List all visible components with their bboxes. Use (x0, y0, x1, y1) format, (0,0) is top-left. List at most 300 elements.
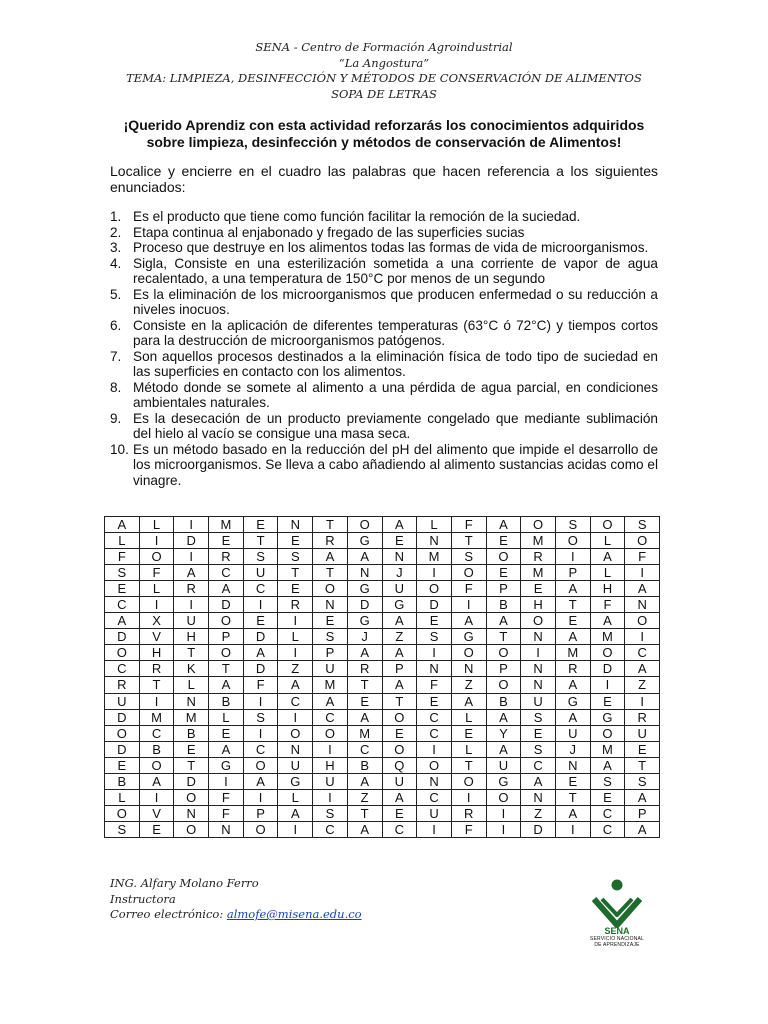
grid-cell[interactable]: Z (382, 629, 417, 645)
grid-cell[interactable]: C (590, 805, 625, 821)
grid-cell[interactable]: A (555, 805, 590, 821)
grid-cell[interactable]: D (417, 597, 452, 613)
grid-cell[interactable]: O (417, 757, 452, 773)
grid-cell[interactable]: R (451, 805, 486, 821)
grid-cell[interactable]: I (417, 645, 452, 661)
grid-cell[interactable]: D (590, 661, 625, 677)
grid-cell[interactable]: R (347, 661, 382, 677)
grid-cell[interactable]: A (347, 709, 382, 725)
grid-cell[interactable]: I (451, 789, 486, 805)
grid-cell[interactable]: R (278, 597, 313, 613)
grid-cell[interactable]: T (555, 597, 590, 613)
grid-cell[interactable]: N (521, 789, 556, 805)
grid-cell[interactable]: U (555, 725, 590, 741)
grid-cell[interactable]: U (486, 757, 521, 773)
grid-cell[interactable]: E (278, 581, 313, 597)
grid-cell[interactable]: T (382, 693, 417, 709)
grid-cell[interactable]: N (521, 677, 556, 693)
grid-cell[interactable]: S (313, 629, 348, 645)
grid-cell[interactable]: A (174, 565, 209, 581)
grid-cell[interactable]: D (243, 629, 278, 645)
grid-cell[interactable]: L (278, 789, 313, 805)
grid-cell[interactable]: L (417, 517, 452, 533)
grid-cell[interactable]: L (209, 709, 244, 725)
grid-cell[interactable]: E (417, 613, 452, 629)
grid-cell[interactable]: B (209, 693, 244, 709)
grid-cell[interactable]: J (347, 629, 382, 645)
grid-cell[interactable]: A (139, 773, 174, 789)
grid-cell[interactable]: O (105, 725, 140, 741)
grid-cell[interactable]: A (555, 629, 590, 645)
grid-cell[interactable]: D (105, 629, 140, 645)
grid-cell[interactable]: O (278, 725, 313, 741)
grid-cell[interactable]: V (139, 629, 174, 645)
grid-cell[interactable]: O (105, 805, 140, 821)
grid-cell[interactable]: Q (382, 757, 417, 773)
grid-cell[interactable]: E (555, 613, 590, 629)
grid-cell[interactable]: S (451, 549, 486, 565)
grid-cell[interactable]: O (243, 821, 278, 837)
grid-cell[interactable]: D (174, 773, 209, 789)
grid-cell[interactable]: O (590, 517, 625, 533)
grid-cell[interactable]: U (174, 613, 209, 629)
grid-cell[interactable]: I (278, 645, 313, 661)
grid-cell[interactable]: O (382, 709, 417, 725)
grid-cell[interactable]: I (278, 709, 313, 725)
grid-cell[interactable]: A (382, 645, 417, 661)
grid-cell[interactable]: O (590, 725, 625, 741)
grid-cell[interactable]: C (521, 757, 556, 773)
grid-cell[interactable]: T (555, 789, 590, 805)
grid-cell[interactable]: O (209, 645, 244, 661)
grid-cell[interactable]: P (313, 645, 348, 661)
grid-cell[interactable]: S (625, 773, 660, 789)
grid-cell[interactable]: U (313, 773, 348, 789)
grid-cell[interactable]: F (590, 597, 625, 613)
grid-cell[interactable]: A (209, 677, 244, 693)
grid-cell[interactable]: I (139, 533, 174, 549)
grid-cell[interactable]: I (174, 549, 209, 565)
grid-cell[interactable]: O (243, 757, 278, 773)
grid-cell[interactable]: A (278, 677, 313, 693)
grid-cell[interactable]: E (521, 725, 556, 741)
grid-cell[interactable]: G (347, 533, 382, 549)
grid-cell[interactable]: E (347, 693, 382, 709)
grid-cell[interactable]: C (139, 725, 174, 741)
grid-cell[interactable]: O (347, 517, 382, 533)
grid-cell[interactable]: N (347, 565, 382, 581)
grid-cell[interactable]: G (347, 581, 382, 597)
grid-cell[interactable]: O (486, 549, 521, 565)
grid-cell[interactable]: L (105, 789, 140, 805)
grid-cell[interactable]: E (382, 533, 417, 549)
grid-cell[interactable]: T (243, 533, 278, 549)
grid-cell[interactable]: I (486, 805, 521, 821)
grid-cell[interactable]: U (243, 565, 278, 581)
grid-cell[interactable]: R (139, 661, 174, 677)
grid-cell[interactable]: V (139, 805, 174, 821)
grid-cell[interactable]: T (625, 757, 660, 773)
grid-cell[interactable]: C (105, 661, 140, 677)
grid-cell[interactable]: A (486, 613, 521, 629)
grid-cell[interactable]: O (486, 645, 521, 661)
grid-cell[interactable]: E (174, 741, 209, 757)
grid-cell[interactable]: H (313, 757, 348, 773)
grid-cell[interactable]: F (139, 565, 174, 581)
grid-cell[interactable]: B (486, 693, 521, 709)
grid-cell[interactable]: A (451, 693, 486, 709)
grid-cell[interactable]: U (521, 693, 556, 709)
grid-cell[interactable]: I (278, 821, 313, 837)
grid-cell[interactable]: D (347, 597, 382, 613)
grid-cell[interactable]: C (313, 821, 348, 837)
grid-cell[interactable]: N (521, 629, 556, 645)
grid-cell[interactable]: R (521, 549, 556, 565)
grid-cell[interactable]: B (105, 773, 140, 789)
grid-cell[interactable]: N (555, 757, 590, 773)
grid-cell[interactable]: M (590, 629, 625, 645)
grid-cell[interactable]: E (243, 517, 278, 533)
grid-cell[interactable]: A (382, 677, 417, 693)
grid-cell[interactable]: I (625, 693, 660, 709)
grid-cell[interactable]: N (625, 597, 660, 613)
grid-cell[interactable]: O (382, 741, 417, 757)
grid-cell[interactable]: A (382, 613, 417, 629)
grid-cell[interactable]: O (313, 725, 348, 741)
grid-cell[interactable]: M (347, 725, 382, 741)
grid-cell[interactable]: M (521, 565, 556, 581)
grid-cell[interactable]: C (278, 693, 313, 709)
grid-cell[interactable]: N (278, 517, 313, 533)
grid-cell[interactable]: C (243, 741, 278, 757)
grid-cell[interactable]: S (243, 709, 278, 725)
grid-cell[interactable]: M (521, 533, 556, 549)
grid-cell[interactable]: J (555, 741, 590, 757)
grid-cell[interactable]: I (417, 565, 452, 581)
grid-cell[interactable]: E (105, 581, 140, 597)
grid-cell[interactable]: D (105, 709, 140, 725)
grid-cell[interactable]: T (313, 517, 348, 533)
grid-cell[interactable]: S (521, 709, 556, 725)
grid-cell[interactable]: L (590, 565, 625, 581)
grid-cell[interactable]: I (486, 821, 521, 837)
grid-cell[interactable]: S (590, 773, 625, 789)
grid-cell[interactable]: N (209, 821, 244, 837)
grid-cell[interactable]: I (243, 693, 278, 709)
grid-cell[interactable]: F (243, 677, 278, 693)
grid-cell[interactable]: C (105, 597, 140, 613)
grid-cell[interactable]: I (139, 597, 174, 613)
grid-cell[interactable]: P (209, 629, 244, 645)
grid-cell[interactable]: U (105, 693, 140, 709)
grid-cell[interactable]: A (451, 613, 486, 629)
grid-cell[interactable]: I (625, 629, 660, 645)
grid-cell[interactable]: A (347, 549, 382, 565)
grid-cell[interactable]: I (174, 597, 209, 613)
grid-cell[interactable]: T (347, 677, 382, 693)
grid-cell[interactable]: A (105, 613, 140, 629)
grid-cell[interactable]: I (174, 517, 209, 533)
grid-cell[interactable]: M (555, 645, 590, 661)
grid-cell[interactable]: O (451, 773, 486, 789)
grid-cell[interactable]: U (313, 661, 348, 677)
grid-cell[interactable]: O (625, 533, 660, 549)
grid-cell[interactable]: R (313, 533, 348, 549)
grid-cell[interactable]: N (174, 693, 209, 709)
grid-cell[interactable]: C (625, 645, 660, 661)
grid-cell[interactable]: H (174, 629, 209, 645)
grid-cell[interactable]: M (209, 517, 244, 533)
grid-cell[interactable]: A (313, 549, 348, 565)
grid-cell[interactable]: O (555, 533, 590, 549)
grid-cell[interactable]: I (555, 549, 590, 565)
grid-cell[interactable]: C (417, 709, 452, 725)
grid-cell[interactable]: Z (278, 661, 313, 677)
grid-cell[interactable]: A (555, 677, 590, 693)
grid-cell[interactable]: L (139, 581, 174, 597)
grid-cell[interactable]: P (486, 581, 521, 597)
grid-cell[interactable]: O (486, 677, 521, 693)
grid-cell[interactable]: M (313, 677, 348, 693)
grid-cell[interactable]: G (555, 693, 590, 709)
grid-cell[interactable]: R (625, 709, 660, 725)
grid-cell[interactable]: M (590, 741, 625, 757)
grid-cell[interactable]: S (243, 549, 278, 565)
grid-cell[interactable]: A (347, 645, 382, 661)
grid-cell[interactable]: I (521, 645, 556, 661)
grid-cell[interactable]: F (417, 677, 452, 693)
grid-cell[interactable]: N (382, 549, 417, 565)
grid-cell[interactable]: A (278, 805, 313, 821)
grid-cell[interactable]: S (105, 565, 140, 581)
grid-cell[interactable]: H (139, 645, 174, 661)
grid-cell[interactable]: O (625, 613, 660, 629)
grid-cell[interactable]: I (209, 773, 244, 789)
grid-cell[interactable]: N (521, 661, 556, 677)
grid-cell[interactable]: O (417, 581, 452, 597)
grid-cell[interactable]: J (382, 565, 417, 581)
grid-cell[interactable]: A (625, 821, 660, 837)
grid-cell[interactable]: R (209, 549, 244, 565)
grid-cell[interactable]: I (417, 821, 452, 837)
grid-cell[interactable]: F (105, 549, 140, 565)
grid-cell[interactable]: S (278, 549, 313, 565)
grid-cell[interactable]: K (174, 661, 209, 677)
grid-cell[interactable]: I (243, 597, 278, 613)
grid-cell[interactable]: P (486, 661, 521, 677)
grid-cell[interactable]: S (313, 805, 348, 821)
grid-cell[interactable]: A (486, 709, 521, 725)
grid-cell[interactable]: S (105, 821, 140, 837)
grid-cell[interactable]: L (174, 677, 209, 693)
grid-cell[interactable]: E (590, 693, 625, 709)
grid-cell[interactable]: L (139, 517, 174, 533)
grid-cell[interactable]: A (347, 821, 382, 837)
grid-cell[interactable]: A (486, 741, 521, 757)
grid-cell[interactable]: A (590, 757, 625, 773)
grid-cell[interactable]: U (417, 805, 452, 821)
grid-cell[interactable]: E (209, 533, 244, 549)
grid-cell[interactable]: D (209, 597, 244, 613)
grid-cell[interactable]: A (625, 661, 660, 677)
grid-cell[interactable]: E (451, 725, 486, 741)
grid-cell[interactable]: I (555, 821, 590, 837)
grid-cell[interactable]: R (174, 581, 209, 597)
grid-cell[interactable]: E (243, 613, 278, 629)
grid-cell[interactable]: M (417, 549, 452, 565)
grid-cell[interactable]: A (590, 613, 625, 629)
grid-cell[interactable]: I (243, 789, 278, 805)
grid-cell[interactable]: N (278, 741, 313, 757)
grid-cell[interactable]: M (139, 709, 174, 725)
grid-cell[interactable]: T (278, 565, 313, 581)
grid-cell[interactable]: E (139, 821, 174, 837)
grid-cell[interactable]: B (174, 725, 209, 741)
grid-cell[interactable]: O (451, 645, 486, 661)
grid-cell[interactable]: O (521, 613, 556, 629)
grid-cell[interactable]: U (625, 725, 660, 741)
grid-cell[interactable]: G (278, 773, 313, 789)
grid-cell[interactable]: P (382, 661, 417, 677)
grid-cell[interactable]: O (313, 581, 348, 597)
grid-cell[interactable]: F (209, 789, 244, 805)
grid-cell[interactable]: T (486, 629, 521, 645)
grid-cell[interactable]: G (451, 629, 486, 645)
grid-cell[interactable]: A (590, 549, 625, 565)
grid-cell[interactable]: F (451, 517, 486, 533)
grid-cell[interactable]: A (347, 773, 382, 789)
grid-cell[interactable]: C (417, 789, 452, 805)
grid-cell[interactable]: I (625, 565, 660, 581)
grid-cell[interactable]: N (174, 805, 209, 821)
grid-cell[interactable]: A (382, 789, 417, 805)
grid-cell[interactable]: N (417, 661, 452, 677)
grid-cell[interactable]: F (451, 821, 486, 837)
grid-cell[interactable]: B (347, 757, 382, 773)
grid-cell[interactable]: T (451, 757, 486, 773)
grid-cell[interactable]: N (313, 597, 348, 613)
grid-cell[interactable]: L (451, 741, 486, 757)
grid-cell[interactable]: U (382, 773, 417, 789)
grid-cell[interactable]: I (451, 597, 486, 613)
grid-cell[interactable]: E (555, 773, 590, 789)
grid-cell[interactable]: A (382, 517, 417, 533)
grid-cell[interactable]: L (451, 709, 486, 725)
grid-cell[interactable]: C (209, 565, 244, 581)
grid-cell[interactable]: N (417, 533, 452, 549)
grid-cell[interactable]: C (243, 581, 278, 597)
grid-cell[interactable]: C (590, 821, 625, 837)
grid-cell[interactable]: F (625, 549, 660, 565)
grid-cell[interactable]: O (486, 789, 521, 805)
grid-cell[interactable]: O (521, 517, 556, 533)
grid-cell[interactable]: C (313, 709, 348, 725)
grid-cell[interactable]: U (382, 581, 417, 597)
grid-cell[interactable]: I (139, 789, 174, 805)
grid-cell[interactable]: O (139, 757, 174, 773)
grid-cell[interactable]: E (313, 613, 348, 629)
grid-cell[interactable]: C (347, 741, 382, 757)
grid-cell[interactable]: B (139, 741, 174, 757)
grid-cell[interactable]: D (174, 533, 209, 549)
grid-cell[interactable]: I (313, 741, 348, 757)
grid-cell[interactable]: P (625, 805, 660, 821)
grid-cell[interactable]: R (555, 661, 590, 677)
grid-cell[interactable]: L (590, 533, 625, 549)
grid-cell[interactable]: O (174, 821, 209, 837)
grid-cell[interactable]: G (347, 613, 382, 629)
grid-cell[interactable]: E (417, 693, 452, 709)
grid-cell[interactable]: O (209, 613, 244, 629)
grid-cell[interactable]: S (625, 517, 660, 533)
grid-cell[interactable]: M (174, 709, 209, 725)
grid-cell[interactable]: H (521, 597, 556, 613)
grid-cell[interactable]: S (555, 517, 590, 533)
grid-cell[interactable]: I (313, 789, 348, 805)
grid-cell[interactable]: R (105, 677, 140, 693)
grid-cell[interactable]: E (382, 805, 417, 821)
grid-cell[interactable]: O (174, 789, 209, 805)
grid-cell[interactable]: I (590, 677, 625, 693)
grid-cell[interactable]: U (278, 757, 313, 773)
grid-cell[interactable]: G (382, 597, 417, 613)
grid-cell[interactable]: Y (486, 725, 521, 741)
grid-cell[interactable]: G (486, 773, 521, 789)
email-link[interactable]: almofe@misena.edu.co (226, 907, 362, 921)
grid-cell[interactable]: A (625, 789, 660, 805)
grid-cell[interactable]: E (486, 533, 521, 549)
grid-cell[interactable]: I (139, 693, 174, 709)
grid-cell[interactable]: Z (451, 677, 486, 693)
grid-cell[interactable]: N (417, 773, 452, 789)
grid-cell[interactable]: I (278, 613, 313, 629)
grid-cell[interactable]: A (243, 773, 278, 789)
grid-cell[interactable]: T (347, 805, 382, 821)
grid-cell[interactable]: B (486, 597, 521, 613)
grid-cell[interactable]: N (451, 661, 486, 677)
grid-cell[interactable]: X (139, 613, 174, 629)
grid-cell[interactable]: E (209, 725, 244, 741)
grid-cell[interactable]: E (105, 757, 140, 773)
grid-cell[interactable]: L (105, 533, 140, 549)
grid-cell[interactable]: T (209, 661, 244, 677)
grid-cell[interactable]: A (209, 581, 244, 597)
grid-cell[interactable]: G (590, 709, 625, 725)
grid-cell[interactable]: T (139, 677, 174, 693)
grid-cell[interactable]: S (521, 741, 556, 757)
grid-cell[interactable]: A (105, 517, 140, 533)
grid-cell[interactable]: P (243, 805, 278, 821)
grid-cell[interactable]: A (555, 581, 590, 597)
grid-cell[interactable]: A (313, 693, 348, 709)
grid-cell[interactable]: O (105, 645, 140, 661)
grid-cell[interactable]: E (590, 789, 625, 805)
grid-cell[interactable]: A (625, 581, 660, 597)
grid-cell[interactable]: O (139, 549, 174, 565)
grid-cell[interactable]: P (555, 565, 590, 581)
grid-cell[interactable]: F (451, 581, 486, 597)
grid-cell[interactable]: T (174, 757, 209, 773)
grid-cell[interactable]: A (521, 773, 556, 789)
grid-cell[interactable]: T (451, 533, 486, 549)
grid-cell[interactable]: D (521, 821, 556, 837)
grid-cell[interactable]: L (278, 629, 313, 645)
grid-cell[interactable]: A (486, 517, 521, 533)
grid-cell[interactable]: E (278, 533, 313, 549)
grid-cell[interactable]: E (382, 725, 417, 741)
grid-cell[interactable]: A (243, 645, 278, 661)
grid-cell[interactable]: C (417, 725, 452, 741)
